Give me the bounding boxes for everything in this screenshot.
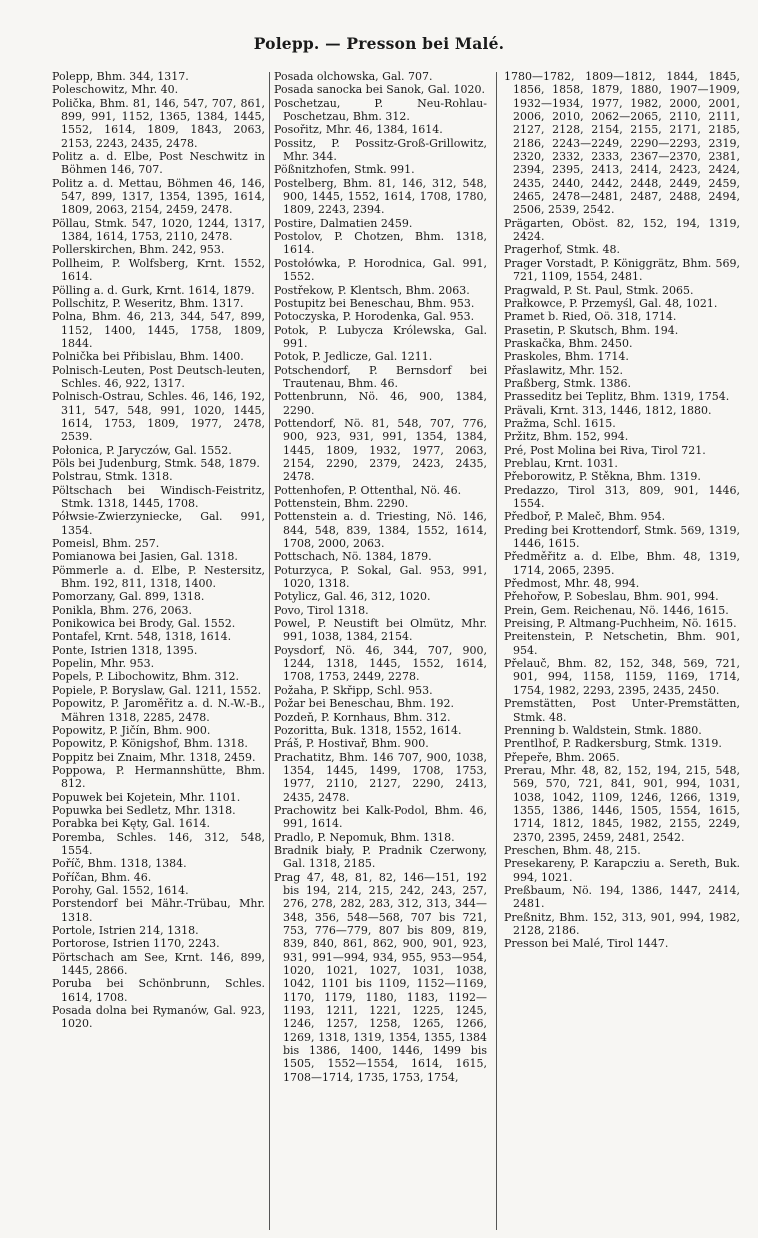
index-entry: Politz a. d. Mettau, Böhmen 46, 146, 547, 899, 1317, 1354, 1395, 1614, 1809, 2063, 2154, 2459, 2478. — [52, 176, 265, 217]
index-entry: Pramet b. Ried, Oö. 318, 1714. — [504, 310, 677, 324]
index-entry: Presson bei Malé, Tirol 1447. — [504, 937, 669, 951]
index-entry: Powel, P. Neustift bei Olmütz, Mhr. 991, 1038, 1384, 2154. — [274, 617, 487, 644]
index-entry: Pößnitzhofen, Stmk. 991. — [274, 163, 415, 177]
index-entry: Polička, Bhm. 81, 146, 547, 707, 861, 899, 991, 1152, 1365, 1384, 1445, 1552, 1614, 1809, 1843, 2063, 2153, 2243, 2435, 2478. — [52, 96, 265, 150]
index-entry: Bradnik biały, P. Pradnik Czerwony, Gal. 1318, 2185. — [274, 843, 487, 871]
index-entry: Popelin, Mhr. 953. — [52, 657, 155, 671]
index-entry: Pragwald, P. St. Paul, Stmk. 2065. — [504, 283, 694, 297]
page-header — [0, 34, 758, 53]
index-entry: Praßberg, Stmk. 1386. — [504, 376, 631, 390]
index-entry: Pradlo, P. Nepomuk, Bhm. 1318. — [274, 830, 455, 844]
index-entry: Porabka bei Kęty, Gal. 1614. — [52, 817, 210, 831]
index-entry: Poschetzau, P. Neu-Rohlau-Poschetzau, Bhm. 312. — [274, 96, 487, 124]
index-entry: Potylicz, Gal. 46, 312, 1020. — [274, 590, 431, 604]
index-entry: Preßbaum, Nö. 194, 1386, 1447, 2414, 2481. — [504, 883, 740, 911]
index-entry: Pržitz, Bhm. 152, 994. — [504, 430, 629, 444]
index-entry: Pomorzany, Gal. 899, 1318. — [52, 590, 205, 604]
index-entry: Preising, P. Altmang-Puchheim, Nö. 1615. — [504, 617, 737, 631]
index-entry: Połonica, P. Jaryczów, Gal. 1552. — [52, 443, 232, 457]
index-entry: Prasetin, P. Skutsch, Bhm. 194. — [504, 323, 679, 337]
index-entry: Popowitz, P. Jičín, Bhm. 900. — [52, 723, 211, 737]
index-entry: Pollschitz, P. Weseritz, Bhm. 1317. — [52, 296, 244, 310]
index-entry: Potok, P. Lubycza Królewska, Gal. 991. — [274, 323, 487, 350]
index-entry: Poříčan, Bhm. 46. — [52, 870, 152, 884]
index-entry: Pölling a. d. Gurk, Krnt. 1614, 1879. — [52, 283, 255, 297]
index-entry: Porohy, Gal. 1552, 1614. — [52, 883, 189, 897]
index-entry: Portole, Istrien 214, 1318. — [52, 924, 199, 937]
index-entry: Polstrau, Stmk. 1318. — [52, 470, 173, 484]
index-entry: Postołówka, P. Horodnica, Gal. 991, 1552. — [274, 256, 487, 284]
index-entry: Pottenstein, Bhm. 2290. — [274, 497, 409, 510]
index-entry: Postolov, P. Chotzen, Bhm. 1318, 1614. — [274, 230, 487, 257]
index-entry: Prägarten, Oböst. 82, 152, 194, 1319, 2424. — [504, 216, 740, 244]
index-entry: Presekareny, P. Karapcziu a. Sereth, Buk. 994, 1021. — [504, 857, 740, 884]
index-entry: Porstendorf bei Mähr.-Trübau, Mhr. 1318. — [52, 897, 265, 924]
index-entry: Prein, Gem. Reichenau, Nö. 1446, 1615. — [504, 603, 729, 617]
index-entry: Pottendorf, Nö. 81, 548, 707, 776, 900, 923, 931, 991, 1354, 1384, 1445, 1809, 1932, 1977, 2063, 2154, 2290, 2379, 2423, 2435, 2478. — [274, 416, 487, 484]
index-entry: Pöllau, Stmk. 547, 1020, 1244, 1317, 1384, 1614, 1753, 2110, 2478. — [52, 216, 265, 244]
index-entry: Pottenstein a. d. Triesting, Nö. 146, 844, 548, 839, 1384, 1552, 1614, 1708, 2000, 2063. — [274, 510, 487, 551]
index-entry: Prasseditz bei Teplitz, Bhm. 1319, 1754. — [504, 390, 730, 404]
column-1 — [52, 70, 265, 1230]
index-entry: Předměřitz a. d. Elbe, Bhm. 48, 1319, 1714, 2065, 2395. — [504, 550, 740, 577]
index-entry: Portorose, Istrien 1170, 2243. — [52, 937, 220, 951]
index-entry: Polna, Bhm. 46, 213, 344, 547, 899, 1152, 1400, 1445, 1758, 1809, 1844. — [52, 310, 265, 350]
index-entry: Popuwek bei Kojetein, Mhr. 1101. — [52, 790, 241, 804]
index-entry: Possitz, P. Possitz-Groß-Grillowitz, Mhr. 344. — [274, 136, 487, 164]
index-entry: Ponikla, Bhm. 276, 2063. — [52, 603, 192, 617]
index-entry: Prager Vorstadt, P. Königgrätz, Bhm. 569, 721, 1109, 1554, 2481. — [504, 256, 740, 284]
index-entry: Prenning b. Waldstein, Stmk. 1880. — [504, 723, 702, 737]
index-entry: Praskoles, Bhm. 1714. — [504, 350, 629, 364]
index-entry: Poppowa, P. Hermannshütte, Bhm. 812. — [52, 763, 265, 791]
index-entry: Pomeisl, Bhm. 257. — [52, 537, 160, 551]
index-entry: Poturzyca, P. Sokal, Gal. 953, 991, 1020, 1318. — [274, 563, 487, 591]
index-entry: Ponte, Istrien 1318, 1395. — [52, 643, 198, 657]
column-2 — [274, 70, 487, 1230]
index-entry: Preding bei Krottendorf, Stmk. 569, 1319, 1446, 1615. — [504, 523, 740, 551]
index-entry: Přelauč, Bhm. 82, 152, 348, 569, 721, 901, 994, 1158, 1159, 1169, 1714, 1754, 1982, 2293, 2395, 2435, 2450. — [504, 657, 740, 697]
index-entry: Požaha, P. Skřipp, Schl. 953. — [274, 683, 433, 697]
index-entry: Pöltschach bei Windisch-Feistritz, Stmk. 1318, 1445, 1708. — [52, 483, 265, 510]
index-entry: Potoczyska, P. Horodenka, Gal. 953. — [274, 310, 475, 324]
index-entry: Postire, Dalmatien 2459. — [274, 216, 413, 230]
index-entry: Potok, P. Jedlicze, Gal. 1211. — [274, 350, 433, 364]
index-entry: Preschen, Bhm. 48, 215. — [504, 843, 641, 857]
index-entry: Potschendorf, P. Bernsdorf bei Trautenau, Bhm. 46. — [274, 363, 487, 390]
index-entry: Popels, P. Libochowitz, Bhm. 312. — [52, 670, 240, 684]
index-entry: Pozdeň, P. Kornhaus, Bhm. 312. — [274, 710, 451, 724]
index-entry: Pöls bei Judenburg, Stmk. 548, 1879. — [52, 456, 260, 470]
index-entry: Pozoritta, Buk. 1318, 1552, 1614. — [274, 723, 462, 737]
index-entry: Přaslawitz, Mhr. 152. — [504, 363, 623, 377]
index-entry: Postelberg, Bhm. 81, 146, 312, 548, 900, 1445, 1552, 1614, 1708, 1780, 1809, 2243, 2394. — [274, 176, 487, 217]
index-entry: Požar bei Beneschau, Bhm. 192. — [274, 697, 455, 711]
index-entry: 1780—1782, 1809—1812, 1844, 1845, 1856, 1858, 1879, 1880, 1907—1909, 1932—1934, 1977, 1982, 2000, 2001, 2006, 2010, 2062—2065, 2110, 2111, 2127, 2128, 2154, 2155, 2171, 2185, 2186, 2243—2249, 2290—2293, 2319, 2320, 2332, 2333, 2367—2370, 2381, 2394, 2395, 2413, 2414, 2423, 2424, 2435, 2440, 2442, 2448, 2449, 2459, 2465, 2478—2481, 2487, 2488, 2494, 2506, 2539, 2542. — [504, 70, 740, 217]
index-entry: Povo, Tirol 1318. — [274, 603, 369, 617]
index-entry: Prävali, Krnt. 313, 1446, 1812, 1880. — [504, 403, 712, 417]
index-entry: Pömmerle a. d. Elbe, P. Nestersitz, Bhm. 192, 811, 1318, 1400. — [52, 563, 265, 591]
index-entry: Přepeře, Bhm. 2065. — [504, 750, 620, 764]
index-entry: Poysdorf, Nö. 46, 344, 707, 900, 1244, 1318, 1445, 1552, 1614, 1708, 1753, 2449, 2278. — [274, 643, 487, 684]
index-entry: Pražma, Schl. 1615. — [504, 416, 616, 430]
index-entry: Polnisch-Leuten, Post Deutsch-leuten, Schles. 46, 922, 1317. — [52, 363, 265, 390]
index-entry: Prachatitz, Bhm. 146 707, 900, 1038, 1354, 1445, 1499, 1708, 1753, 1977, 2110, 2127, 2290, 2413, 2435, 2478. — [274, 750, 487, 804]
index-entry: Poremba, Schles. 146, 312, 548, 1554. — [52, 830, 265, 857]
index-entry: Polnisch-Ostrau, Schles. 46, 146, 192, 311, 547, 548, 991, 1020, 1445, 1614, 1753, 1809, 1977, 2478, 2539. — [52, 390, 265, 444]
index-entry: Prachowitz bei Kalk-Podol, Bhm. 46, 991, 1614. — [274, 803, 487, 831]
index-entry: Postupitz bei Beneschau, Bhm. 953. — [274, 296, 475, 310]
index-entry: Pollheim, P. Wolfsberg, Krnt. 1552, 1614. — [52, 256, 265, 284]
index-entry: Poppitz bei Znaim, Mhr. 1318, 2459. — [52, 750, 256, 764]
index-entry: Předboř, P. Maleč, Bhm. 954. — [504, 510, 666, 524]
index-entry: Poruba bei Schönbrunn, Schles. 1614, 1708. — [52, 977, 265, 1004]
index-entry: Premstätten, Post Unter-Premstätten, Stmk. 48. — [504, 697, 740, 724]
index-columns — [52, 70, 740, 1235]
index-entry: Pörtschach am See, Krnt. 146, 899, 1445, 2866. — [52, 950, 265, 978]
column-3 — [504, 70, 740, 1230]
index-entry: Přeborowitz, P. Stěkna, Bhm. 1319. — [504, 470, 701, 484]
index-entry: Pottenhofen, P. Ottenthal, Nö. 46. — [274, 483, 462, 497]
index-entry: Posada sanocka bei Sanok, Gal. 1020. — [274, 83, 486, 97]
index-entry: Preßnitz, Bhm. 152, 313, 901, 994, 1982, 2128, 2186. — [504, 910, 740, 937]
index-entry: Pragerhof, Stmk. 48. — [504, 243, 620, 257]
index-entry: Práš, P. Hostivař, Bhm. 900. — [274, 737, 429, 751]
index-entry: Preitenstein, P. Netschetin, Bhm. 901, 954. — [504, 630, 740, 657]
index-entry: Polepp, Bhm. 344, 1317. — [52, 70, 189, 83]
index-entry: Postřekow, P. Klentsch, Bhm. 2063. — [274, 283, 470, 297]
index-entry: Přehořow, P. Sobeslau, Bhm. 901, 994. — [504, 590, 719, 604]
index-entry: Praskačka, Bhm. 2450. — [504, 336, 633, 350]
index-entry: Poleschowitz, Mhr. 40. — [52, 83, 179, 97]
index-entry: Pomianowa bei Jasien, Gal. 1318. — [52, 550, 238, 564]
index-entry: Predazzo, Tirol 313, 809, 901, 1446, 1554. — [504, 483, 740, 510]
index-entry: Pottenbrunn, Nö. 46, 900, 1384, 2290. — [274, 390, 487, 417]
index-entry: Pré, Post Molina bei Riva, Tirol 721. — [504, 443, 706, 457]
index-entry: Pontafel, Krnt. 548, 1318, 1614. — [52, 630, 232, 644]
index-entry: Popowitz, P. Königshof, Bhm. 1318. — [52, 737, 248, 751]
index-entry: Prentlhof, P. Radkersburg, Stmk. 1319. — [504, 737, 722, 751]
index-entry: Prerau, Mhr. 48, 82, 152, 194, 215, 548, 569, 570, 721, 841, 901, 994, 1031, 1038, 1042, 1109, 1246, 1266, 1319, 1355, 1386, 1446, 1505, 1554, 1615, 1714, 1812, 1845, 1982, 2155, 2249, 2370, 2395, 2459, 2481, 2542. — [504, 763, 740, 844]
index-entry: Poříč, Bhm. 1318, 1384. — [52, 857, 187, 871]
index-entry: Posořitz, Mhr. 46, 1384, 1614. — [274, 123, 443, 137]
index-entry: Politz a. d. Elbe, Post Neschwitz in Böhmen 146, 707. — [52, 150, 265, 177]
index-entry: Ponikowica bei Brody, Gal. 1552. — [52, 617, 236, 631]
index-entry: Popuwka bei Sedletz, Mhr. 1318. — [52, 803, 236, 817]
index-entry: Polnička bei Přibislau, Bhm. 1400. — [52, 350, 244, 364]
index-entry: Popowitz, P. Jaroměřitz a. d. N.-W.-B., Mähren 1318, 2285, 2478. — [52, 697, 265, 724]
index-entry: Pollerskirchen, Bhm. 242, 953. — [52, 243, 225, 257]
index-entry: Pottschach, Nö. 1384, 1879. — [274, 550, 432, 564]
index-entry: Półwsie-Zwierzyniecke, Gal. 991, 1354. — [52, 510, 265, 537]
running-head: Polepp. — Presson bei Malé. — [253, 34, 505, 53]
index-entry: Prałkowce, P. Przemyśl, Gal. 48, 1021. — [504, 296, 718, 310]
index-entry: Posada olchowska, Gal. 707. — [274, 70, 433, 83]
index-entry: Prag 47, 48, 81, 82, 146—151, 192 bis 194, 214, 215, 242, 243, 257, 276, 278, 282, 283, 312, 313, 344—348, 356, 548—568, 707 bis 721, 753, 776—779, 807 bis 809, 819, 839, 840, 861, 862, 900, 901, 923, 931, 991—994, 934, 955, 953—954, 1020, 1021, 1027, 1031, 1038, 1042, 1101 bis 1109, 1152—1169, 1170, 1179, 1180, 1183, 1192—1193, 1211, 1221, 1225, 1245, 1246, 1257, 1258, 1265, 1266, 1269, 1318, 1319, 1354, 1355, 1384 bis 1386, 1400, 1446, 1499 bis 1505, 1552—1554, 1614, 1615, 1708—1714, 1735, 1753, 1754, — [274, 870, 487, 1084]
column-divider-2 — [496, 72, 497, 1230]
index-entry: Preblau, Krnt. 1031. — [504, 456, 618, 470]
column-divider-1 — [269, 72, 270, 1230]
index-entry: Předmost, Mhr. 48, 994. — [504, 577, 640, 591]
index-entry: Posada dolna bei Rymanów, Gal. 923, 1020. — [52, 1004, 265, 1031]
index-entry: Popiele, P. Boryslaw, Gal. 1211, 1552. — [52, 683, 262, 697]
